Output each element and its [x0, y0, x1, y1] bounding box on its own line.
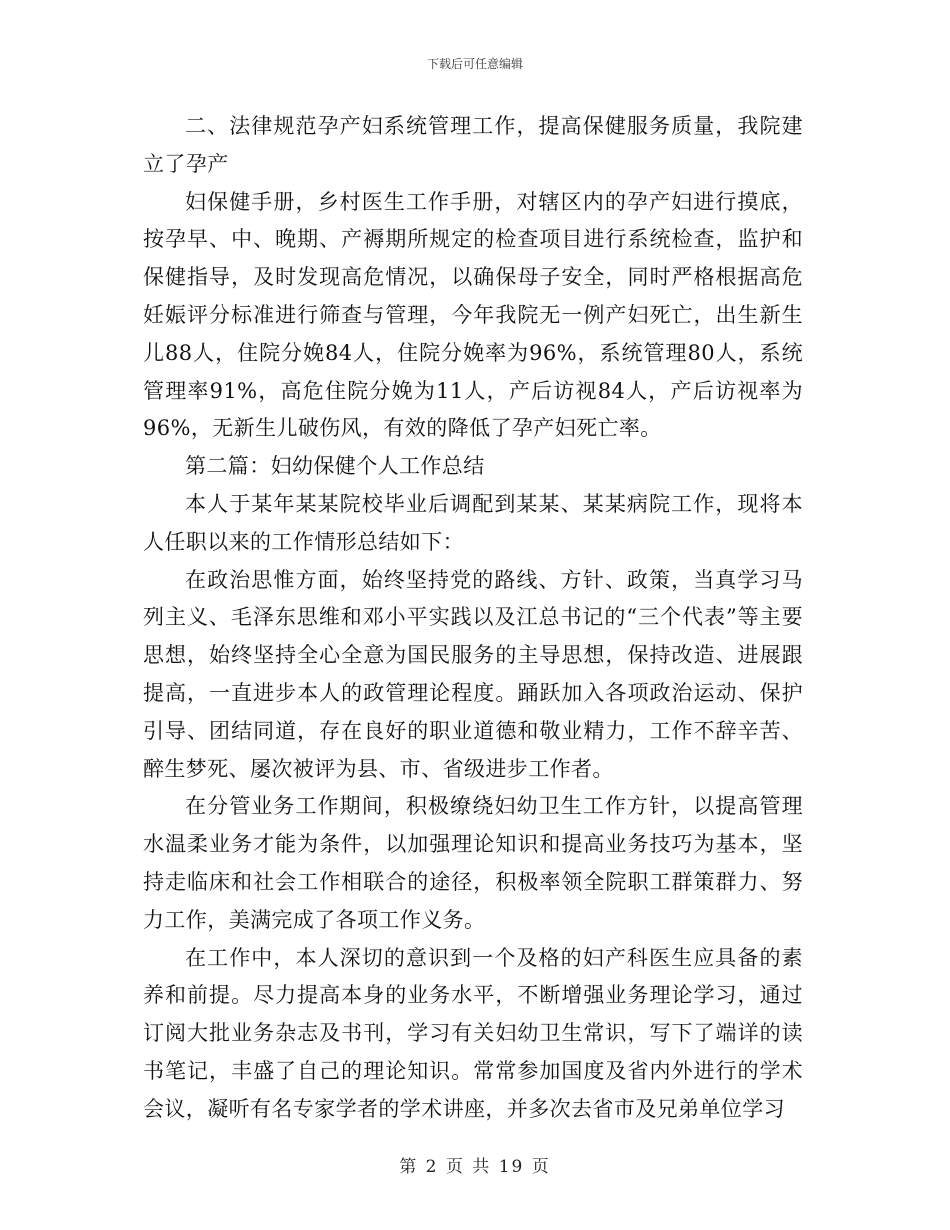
page-header: 下载后可任意编辑 — [426, 57, 523, 71]
section-heading: 第二篇：妇幼保健个人工作总结 — [185, 454, 485, 479]
paragraph-6: 在工作中，本人深切的意识到一个及格的妇产科医生应具备的素养和前提。尽力提高本身的业务水平，不断增强业务理论学习，通过订阅大批业务杂志及书刊，学习有关妇幼卫生常识，写下了端详的读书笔记，丰盛了自己的理论知识。常常参加国度及省内外进行的学术会议，凝听有名专家学者的学术讲座，并多次去省市及兄弟单位学习 — [143, 945, 803, 1121]
document-body — [143, 108, 803, 1129]
page-footer: 第 2 页 共 19 页 — [399, 1157, 551, 1177]
paragraph-1: 二、法律规范孕产妇系统管理工作，提高保健服务质量，我院建立了孕产 — [143, 114, 803, 176]
paragraph-3: 本人于某年某某院校毕业后调配到某某、某某病院工作，现将本人任职以来的工作情形总结如下： — [143, 491, 803, 554]
paragraph-2: 妇保健手册，乡村医生工作手册，对辖区内的孕产妇进行摸底，按孕早、中、晚期、产褥期所规定的检查项目进行系统检查，监护和保健指导，及时发现高危情况，以确保母子安全，同时严格根据高危妊娠评分标准进行筛查与管理，今年我院无一例产妇死亡，出生新生儿88人，住院分娩84人，住院分娩率为96%，系统管理80人，系统管理率91%，高危住院分娩为11人，产后访视84人，产后访视率为96%，无新生儿破伤风，有效的降低了孕产妇死亡率。 — [143, 189, 803, 441]
paragraph-4: 在政治思惟方面，始终坚持党的路线、方针、政策，当真学习马列主义、毛泽东思维和邓小平实践以及江总书记的“三个代表”等主要思想，始终坚持全心全意为国民服务的主导思想，保持改造、进展跟提高，一直进步本人的政管理论程度。踊跃加入各项政治运动、保护引导、团结同道，存在良好的职业道德和敬业精力，工作不辞辛苦、醉生梦死、屡次被评为县、市、省级进步工作者。 — [143, 567, 803, 781]
paragraph-5: 在分管业务工作期间，积极缭绕妇幼卫生工作方针，以提高管理水温柔业务才能为条件，以加强理论知识和提高业务技巧为基本，坚持走临床和社会工作相联合的途径，积极率领全院职工群策群力、努力工作，美满完成了各项工作义务。 — [143, 794, 803, 932]
